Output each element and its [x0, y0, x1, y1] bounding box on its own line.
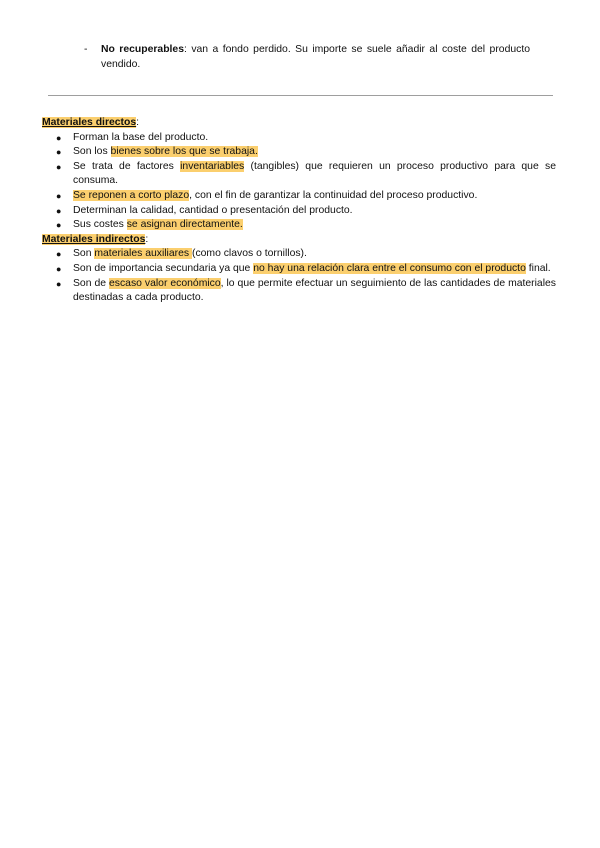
horizontal-divider: [48, 95, 553, 96]
highlighted-text: materiales auxiliares: [94, 248, 192, 260]
highlighted-text: inventariables: [180, 160, 245, 172]
list-item: [42, 218, 556, 233]
list-item: [42, 262, 556, 277]
item-text: , lo que permite efectuar un seguimiento de las cantidades de materiales destinadas a cada producto.: [73, 277, 556, 304]
item-text: Se trata de factores: [73, 160, 181, 172]
bullet-icon: ●: [56, 190, 62, 201]
list-item: [42, 145, 556, 160]
bullet-icon: ●: [56, 147, 62, 158]
bullet-icon: ●: [56, 220, 62, 231]
list-item-no-recuperables: [84, 43, 530, 72]
item-text: , con el fin de garantizar la continuidad del proceso productivo.: [189, 189, 478, 201]
highlighted-text: no hay una relación clara entre el consumo con el producto: [253, 262, 526, 274]
item-text: (tangibles) que requieren un proceso productivo para que se consuma.: [73, 160, 556, 187]
highlighted-text: escaso valor económico: [109, 277, 221, 289]
item-text: Son: [73, 248, 95, 260]
term-description: : van a fondo perdido. Su importe se suele añadir al coste del producto vendido.: [101, 44, 530, 70]
list-materiales-indirectos: [42, 247, 556, 305]
bullet-icon: ●: [56, 249, 62, 260]
list-item: [42, 247, 556, 262]
item-text: Son de importancia secundaria ya que: [73, 262, 254, 274]
list-item-text: [101, 43, 530, 72]
item-text: Sus costes: [73, 219, 127, 231]
highlighted-text: Se reponen a corto plazo: [73, 189, 190, 201]
highlighted-text: se asignan directamente.: [126, 219, 243, 231]
heading-materiales-indirectos: [42, 233, 556, 248]
section-materiales: [42, 116, 556, 306]
heading-text: Materiales indirectos: [42, 233, 146, 245]
term-no-recuperables: No recuperables: [101, 44, 184, 55]
list-item: [42, 277, 556, 306]
item-text: Son de: [73, 277, 109, 289]
heading-colon: :: [145, 233, 149, 245]
list-item: [42, 160, 556, 189]
item-text: Son los: [73, 146, 111, 158]
list-item: [42, 131, 556, 146]
dash-marker: -: [84, 44, 88, 55]
heading-colon: :: [136, 117, 140, 128]
bullet-icon: ●: [56, 263, 62, 274]
heading-text: Materiales directos: [42, 117, 137, 128]
bullet-icon: ●: [56, 205, 62, 216]
list-materiales-directos: [42, 131, 556, 233]
bullet-icon: ●: [56, 132, 62, 143]
item-text: Forman la base del producto.: [73, 131, 209, 143]
bullet-icon: ●: [56, 278, 62, 289]
list-item: [42, 189, 556, 204]
item-text: final.: [525, 262, 551, 274]
bullet-icon: ●: [56, 161, 62, 172]
heading-materiales-directos: [42, 116, 556, 131]
item-text: Determinan la calidad, cantidad o presentación del producto.: [73, 204, 353, 216]
item-text: (como clavos o tornillos).: [191, 248, 307, 260]
list-item: [42, 204, 556, 219]
highlighted-text: bienes sobre los que se trabaja.: [110, 146, 258, 158]
